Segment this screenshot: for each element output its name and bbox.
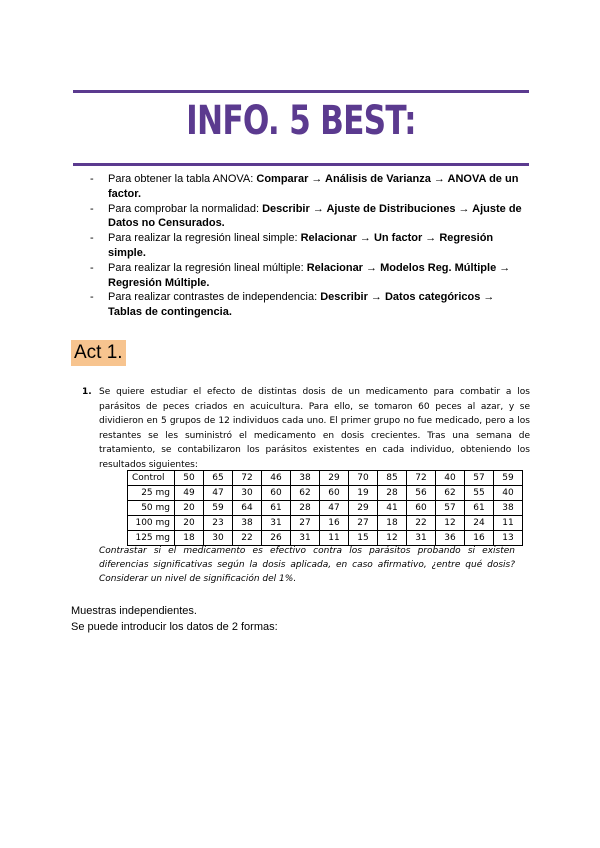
table-cell: 85: [378, 471, 407, 486]
table-cell: 59: [494, 471, 523, 486]
table-cell: 15: [349, 531, 378, 546]
table-cell: 38: [233, 516, 262, 531]
table-cell: 46: [262, 471, 291, 486]
table-cell: 30: [233, 486, 262, 501]
list-item-path: Relacionar → Modelos Reg. Múltiple → Regresión Múltiple.: [108, 261, 511, 289]
table-cell: 22: [233, 531, 262, 546]
table-cell: 27: [291, 516, 320, 531]
table-cell: 61: [465, 501, 494, 516]
table-cell: 12: [378, 531, 407, 546]
table-cell: 72: [407, 471, 436, 486]
list-item-text: Para realizar contrastes de independencia:: [108, 291, 321, 304]
table-cell: 65: [204, 471, 233, 486]
table-row-label: 50 mg: [128, 501, 175, 516]
table-cell: 30: [204, 531, 233, 546]
table-cell: 60: [262, 486, 291, 501]
table-cell: 24: [465, 516, 494, 531]
list-item-text: Para realizar la regresión lineal simple:: [108, 232, 301, 245]
table-cell: 40: [494, 486, 523, 501]
table-cell: 29: [349, 501, 378, 516]
instructions-list: [88, 172, 528, 320]
table-cell: 56: [407, 486, 436, 501]
table-cell: 11: [320, 531, 349, 546]
table-cell: 59: [204, 501, 233, 516]
list-item-text: Para comprobar la normalidad:: [108, 202, 263, 215]
list-item: [88, 231, 528, 261]
table-cell: 38: [494, 501, 523, 516]
table-cell: 27: [349, 516, 378, 531]
table-cell: 23: [204, 516, 233, 531]
table-cell: 40: [436, 471, 465, 486]
table-cell: 57: [436, 501, 465, 516]
list-item-path: Describir → Datos categóricos → Tablas de contingencia.: [108, 291, 495, 319]
list-item-path: Relacionar → Un factor → Regresión simple.: [108, 232, 494, 259]
list-item-path: Describir → Ajuste de Distribuciones → Ajuste de Datos no Censurados.: [108, 202, 522, 230]
table-row-label: 125 mg: [128, 531, 175, 546]
table-cell: 29: [320, 471, 349, 486]
table-cell: 61: [262, 501, 291, 516]
table-cell: 36: [436, 531, 465, 546]
table-row-label: 25 mg: [128, 486, 175, 501]
table-row-label: 100 mg: [128, 516, 175, 531]
problem-statement: [82, 385, 530, 472]
note-line: Muestras independientes.: [71, 605, 197, 617]
table-cell: 64: [233, 501, 262, 516]
table-cell: 18: [378, 516, 407, 531]
table-cell: 47: [204, 486, 233, 501]
table-cell: 31: [291, 531, 320, 546]
table-cell: 60: [407, 501, 436, 516]
table-cell: 12: [436, 516, 465, 531]
problem-question: Contrastar si el medicamento es efectivo contra los parásitos probando si existen diferencias significativas según la dosis aplicada, en caso afirmativo, ¿entre qué dosis? Considerar un nivel de significación del 1%.: [99, 546, 515, 584]
list-item: [88, 172, 528, 202]
table-cell: 50: [175, 471, 204, 486]
table-cell: 16: [465, 531, 494, 546]
page-title: INFO. 5 BEST:: [186, 98, 416, 144]
data-table: [127, 470, 523, 546]
list-item-path: Comparar → Análisis de Varianza → ANOVA de un factor.: [108, 173, 519, 200]
table-cell: 20: [175, 516, 204, 531]
table-row: [128, 501, 523, 516]
bottom-rule: [73, 163, 529, 166]
section-heading: Act 1.: [71, 340, 126, 366]
table-cell: 49: [175, 486, 204, 501]
list-item: [88, 202, 528, 232]
table-cell: 60: [320, 486, 349, 501]
table-cell: 20: [175, 501, 204, 516]
table-row: [128, 471, 523, 486]
table-cell: 22: [407, 516, 436, 531]
table-cell: 47: [320, 501, 349, 516]
table-row: [128, 486, 523, 501]
table-cell: 72: [233, 471, 262, 486]
table-cell: 62: [291, 486, 320, 501]
table-cell: 13: [494, 531, 523, 546]
table-cell: 62: [436, 486, 465, 501]
table-cell: 18: [175, 531, 204, 546]
table-cell: 28: [378, 486, 407, 501]
table-cell: 11: [494, 516, 523, 531]
table-cell: 31: [407, 531, 436, 546]
top-rule: [73, 90, 529, 93]
table-cell: 19: [349, 486, 378, 501]
problem-text: Se quiere estudiar el efecto de distintas dosis de un medicamento para combatir a los parásitos de peces criados en acuicultura. Para ello, se tomaron 60 peces al azar, y se dividieron en 5 grupos de 12 individuos cada uno. El primer grupo no fue medicado, pero a los restantes se les suministró el medicamento en dosis crecientes. Tras una semana de tratamiento, se contabilizaron los parásitos existentes en cada individuo, obteniendo los resultados siguientes:: [99, 387, 530, 470]
note-line: Se puede introducir los datos de 2 formas:: [71, 621, 278, 633]
list-item: [88, 261, 528, 291]
table-cell: 55: [465, 486, 494, 501]
table-cell: 41: [378, 501, 407, 516]
table-cell: 26: [262, 531, 291, 546]
table-cell: 31: [262, 516, 291, 531]
table-cell: 38: [291, 471, 320, 486]
table-row: [128, 516, 523, 531]
list-item-text: Para realizar la regresión lineal múltiple:: [108, 261, 307, 274]
table-cell: 16: [320, 516, 349, 531]
table-row-label: Control: [128, 471, 175, 486]
list-item-text: Para obtener la tabla ANOVA:: [108, 173, 257, 185]
table-cell: 28: [291, 501, 320, 516]
problem-number: 1.: [82, 387, 92, 397]
table-cell: 70: [349, 471, 378, 486]
list-item: [88, 290, 528, 320]
table-cell: 57: [465, 471, 494, 486]
